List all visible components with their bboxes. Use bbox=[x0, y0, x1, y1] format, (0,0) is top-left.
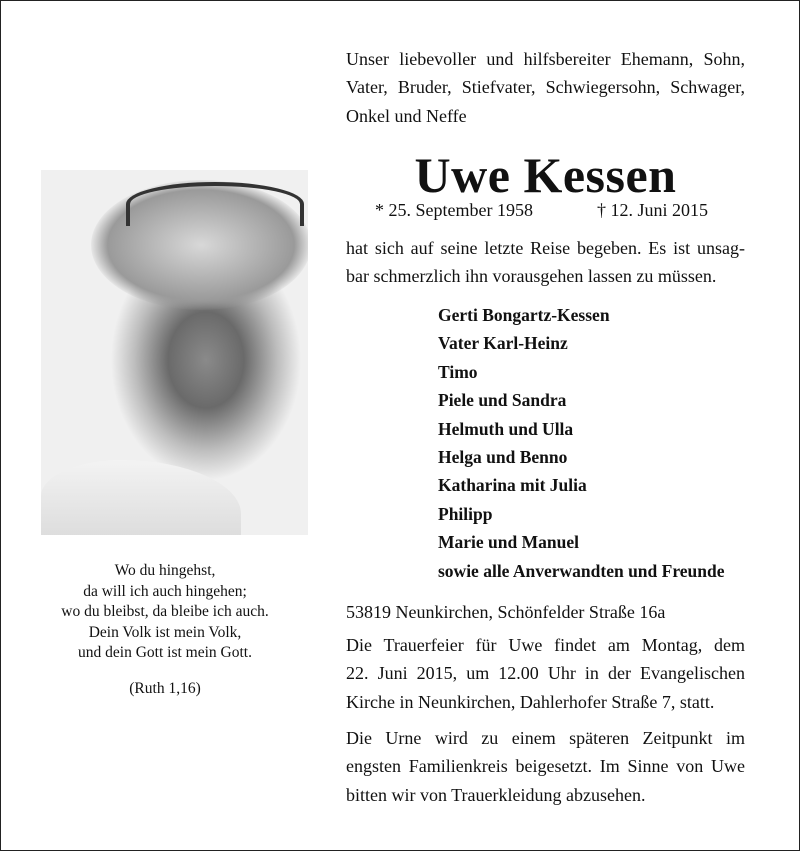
death-date: † 12. Juni 2015 bbox=[597, 200, 709, 220]
mourner: Gerti Bongartz-Kessen bbox=[438, 305, 610, 325]
verse-line: da will ich auch hingehen; bbox=[83, 582, 247, 600]
mourner: Piele und Sandra bbox=[438, 390, 567, 411]
service-info bbox=[346, 631, 745, 716]
verse-line: und dein Gott ist mein Gott. bbox=[78, 644, 252, 662]
urn-line: Die Urne wird zu einem späteren Zeitpunkt im bbox=[346, 728, 745, 748]
bible-verse bbox=[30, 561, 300, 664]
verse-line: Dein Volk ist mein Volk, bbox=[88, 623, 242, 641]
birth-date: * 25. September 1958 bbox=[375, 200, 533, 220]
intro-line: Onkel und Neffe bbox=[346, 105, 467, 126]
intro-line: Unser liebevoller und hilfsbereiter Ehemann, Sohn, bbox=[346, 49, 745, 69]
message-text bbox=[346, 234, 745, 291]
service-line: Kirche in Neunkirchen, Dahlerhofer Straße 7, statt. bbox=[346, 691, 715, 712]
mourner: Vater Karl-Heinz bbox=[438, 333, 568, 354]
mourner: Timo bbox=[438, 361, 478, 382]
deceased-name: Uwe Kessen bbox=[414, 147, 677, 203]
portrait-photo bbox=[41, 170, 308, 535]
urn-info bbox=[346, 724, 745, 809]
photo-shirt bbox=[41, 460, 241, 535]
address-line: 53819 Neunkirchen, Schönfelder Straße 16a bbox=[346, 602, 666, 622]
mourner: Marie und Manuel bbox=[438, 532, 579, 553]
mourner: Katharina mit Julia bbox=[438, 475, 587, 496]
intro-line: Vater, Bruder, Stiefvater, Schwiegersohn, Schwager, bbox=[346, 77, 745, 98]
mourner: Helmuth und Ulla bbox=[438, 418, 574, 439]
mourner: Philipp bbox=[438, 503, 493, 524]
message-line: bar schmerzlich ihn vorausgehen lassen zu müssen. bbox=[346, 266, 717, 287]
mourner: sowie alle Anverwandten und Freunde bbox=[438, 560, 725, 581]
mourners-list bbox=[438, 301, 725, 585]
urn-line: engsten Familienkreis beigesetzt. Im Sinne von Uwe bbox=[346, 756, 745, 777]
mourner: Helga und Benno bbox=[438, 446, 568, 467]
intro-text bbox=[346, 45, 745, 130]
verse-line: Wo du hingehst, bbox=[114, 562, 216, 579]
verse-reference: (Ruth 1,16) bbox=[129, 680, 201, 697]
service-line: Die Trauerfeier für Uwe findet am Montag, dem bbox=[346, 635, 745, 655]
address bbox=[346, 598, 745, 626]
photo-sunglasses bbox=[126, 182, 304, 226]
message-line: hat sich auf seine letzte Reise begeben. Es ist unsag- bbox=[346, 238, 745, 258]
urn-line: bitten wir von Trauerkleidung abzusehen. bbox=[346, 784, 646, 805]
service-line: 22. Juni 2015, um 12.00 Uhr in der Evangelischen bbox=[346, 663, 745, 684]
verse-line: wo du bleibst, da bleibe ich auch. bbox=[61, 603, 269, 621]
